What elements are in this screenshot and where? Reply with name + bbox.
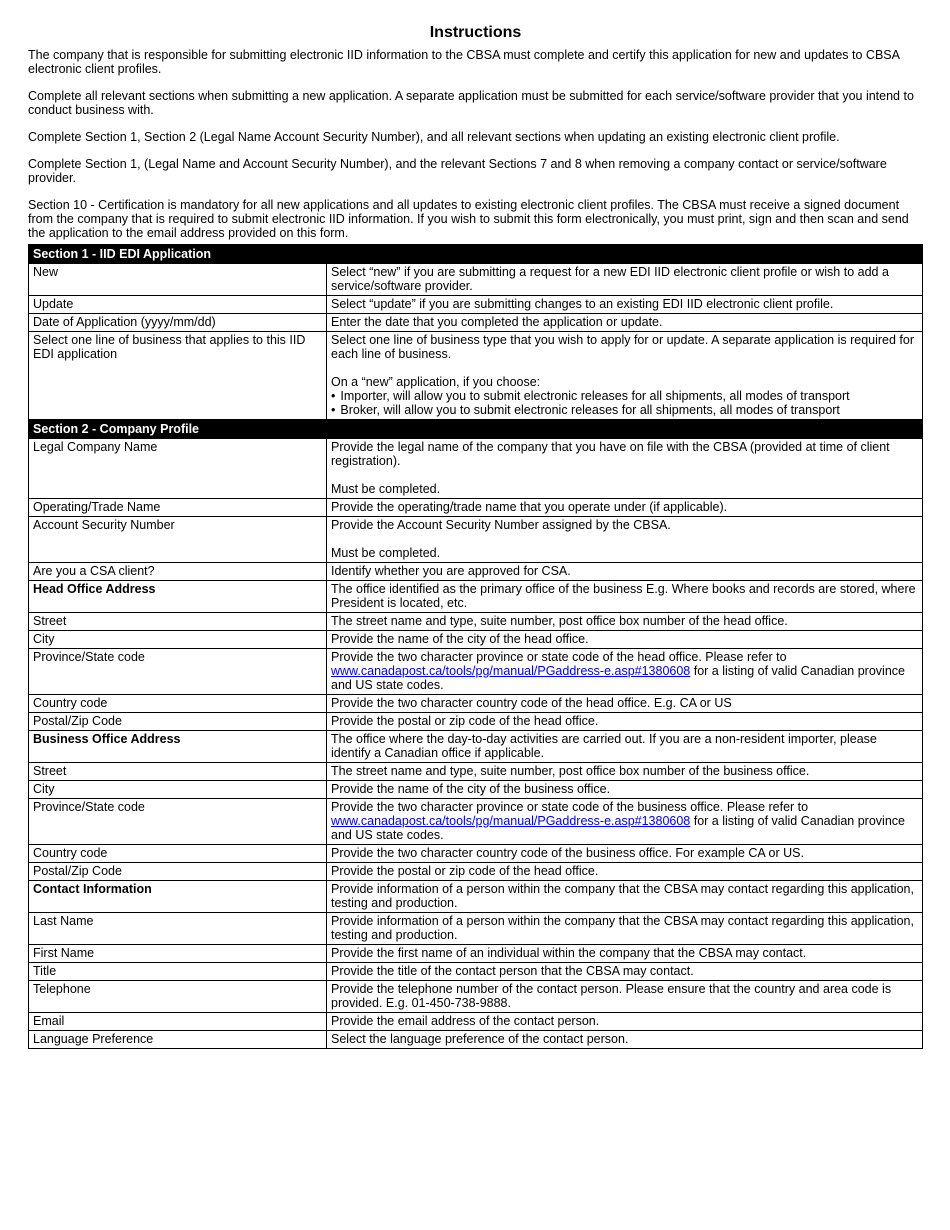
- field-description: Provide information of a person within the company that the CBSA may contact regarding this application, testing and production.: [327, 881, 923, 913]
- field-label: Select one line of business that applies to this IID EDI application: [29, 332, 327, 420]
- table-row: [29, 945, 923, 963]
- field-description: The office identified as the primary office of the business E.g. Where books and records are stored, where President is located, etc.: [327, 581, 923, 613]
- field-description: Provide the first name of an individual within the company that the CBSA may contact.: [327, 945, 923, 963]
- field-description: [327, 517, 923, 563]
- field-label: Street: [29, 763, 327, 781]
- table-row: [29, 631, 923, 649]
- field-label: Country code: [29, 845, 327, 863]
- field-label: Title: [29, 963, 327, 981]
- field-description: Select “new” if you are submitting a request for a new EDI IID electronic client profile or wish to add a service/software provider.: [327, 264, 923, 296]
- table-row: [29, 332, 923, 420]
- field-description: Provide the name of the city of the head office.: [327, 631, 923, 649]
- field-label: Province/State code: [29, 799, 327, 845]
- field-description: Provide information of a person within the company that the CBSA may contact regarding this application, testing and production.: [327, 913, 923, 945]
- table-row: [29, 799, 923, 845]
- table-row: [29, 863, 923, 881]
- table-row: [29, 695, 923, 713]
- table-row: [29, 517, 923, 563]
- instructions-table: [28, 244, 923, 1049]
- table-row: [29, 439, 923, 499]
- description-text: On a “new” application, if you choose:: [331, 375, 541, 389]
- page-title: Instructions: [429, 24, 522, 41]
- field-label: Country code: [29, 695, 327, 713]
- table-row: [29, 1013, 923, 1031]
- description-text: Provide the two character province or state code of the business office. Please refer to: [331, 800, 809, 814]
- field-group-label: Contact Information: [29, 881, 327, 913]
- table-row: [29, 913, 923, 945]
- table-row: [29, 713, 923, 731]
- table-row: [29, 763, 923, 781]
- table-row: [29, 649, 923, 695]
- description-text: Provide the Account Security Number assigned by the CBSA.: [331, 518, 671, 532]
- field-group-label: Head Office Address: [29, 581, 327, 613]
- table-row: [29, 613, 923, 631]
- table-row: [29, 314, 923, 332]
- list-item: • Broker, will allow you to submit electronic releases for all shipments, all modes of transport: [331, 403, 918, 417]
- required-note: Must be completed.: [331, 482, 441, 496]
- section-2-header-row: [29, 420, 923, 439]
- field-label: City: [29, 781, 327, 799]
- table-row: [29, 264, 923, 296]
- field-label: Telephone: [29, 981, 327, 1013]
- field-label: Postal/Zip Code: [29, 863, 327, 881]
- intro-paragraph: The company that is responsible for submitting electronic IID information to the CBSA must complete and certify this application for new and updates to CBSA electronic client profiles.: [28, 48, 900, 76]
- field-description: Select “update” if you are submitting changes to an existing EDI IID electronic client profile.: [327, 296, 923, 314]
- field-description: Provide the title of the contact person that the CBSA may contact.: [327, 963, 923, 981]
- intro-paragraph: Complete Section 1, Section 2 (Legal Name Account Security Number), and all relevant sections when updating an existing electronic client profile.: [28, 130, 840, 144]
- field-label: Email: [29, 1013, 327, 1031]
- field-label: Last Name: [29, 913, 327, 945]
- table-row: [29, 1031, 923, 1049]
- field-label: New: [29, 264, 327, 296]
- list-item: • Importer, will allow you to submit electronic releases for all shipments, all modes of transport: [331, 389, 918, 403]
- field-description: Provide the operating/trade name that you operate under (if applicable).: [327, 499, 923, 517]
- field-description: [327, 649, 923, 695]
- field-description: The street name and type, suite number, post office box number of the business office.: [327, 763, 923, 781]
- field-label: Province/State code: [29, 649, 327, 695]
- field-description: Provide the two character country code of the business office. For example CA or US.: [327, 845, 923, 863]
- description-text: Provide the legal name of the company that you have on file with the CBSA (provided at time of client registration).: [331, 440, 890, 468]
- field-description: Provide the two character country code of the head office. E.g. CA or US: [327, 695, 923, 713]
- table-row: [29, 731, 923, 763]
- field-label: Postal/Zip Code: [29, 713, 327, 731]
- table-row: [29, 563, 923, 581]
- table-row: [29, 881, 923, 913]
- field-description: [327, 439, 923, 499]
- instructions-page: [28, 24, 923, 1049]
- field-label: City: [29, 631, 327, 649]
- table-row: [29, 845, 923, 863]
- bullet-list: [331, 389, 918, 417]
- field-description: [327, 332, 923, 420]
- field-label: Legal Company Name: [29, 439, 327, 499]
- canadapost-link[interactable]: www.canadapost.ca/tools/pg/manual/PGaddress-e.asp#1380608: [331, 814, 691, 828]
- field-description: The street name and type, suite number, post office box number of the head office.: [327, 613, 923, 631]
- field-group-label: Business Office Address: [29, 731, 327, 763]
- field-description: Provide the telephone number of the contact person. Please ensure that the country and area code is provided. E.g. 01-450-738-9888.: [327, 981, 923, 1013]
- field-label: Are you a CSA client?: [29, 563, 327, 581]
- description-text: Select one line of business type that you wish to apply for or update. A separate application is required for each line of business.: [331, 333, 914, 361]
- field-label: Account Security Number: [29, 517, 327, 563]
- field-description: Provide the email address of the contact person.: [327, 1013, 923, 1031]
- field-description: The office where the day-to-day activities are carried out. If you are a non-resident importer, please identify a Canadian office if applicable.: [327, 731, 923, 763]
- intro-paragraph: Section 10 - Certification is mandatory for all new applications and all updates to existing electronic client profiles. The CBSA must receive a signed document from the company that is required to submit electronic IID information. If you wish to submit this form electronically, you must print, sign and then scan and send the application to the email address provided on this form.: [28, 198, 909, 240]
- table-row: [29, 981, 923, 1013]
- field-description: Provide the postal or zip code of the head office.: [327, 863, 923, 881]
- table-row: [29, 499, 923, 517]
- required-note: Must be completed.: [331, 546, 441, 560]
- table-row: [29, 781, 923, 799]
- table-row: [29, 963, 923, 981]
- intro-paragraph: Complete all relevant sections when submitting a new application. A separate application must be submitted for each service/software provider that you intend to conduct business with.: [28, 89, 914, 117]
- table-row: [29, 581, 923, 613]
- description-text: for a listing of valid Canadian province and US state codes.: [331, 814, 905, 842]
- description-text: Provide the two character province or state code of the head office. Please refer to: [331, 650, 787, 664]
- section-1-header: Section 1 - IID EDI Application: [29, 245, 923, 264]
- field-description: Identify whether you are approved for CSA.: [327, 563, 923, 581]
- section-2-header: Section 2 - Company Profile: [29, 420, 923, 439]
- section-1-header-row: [29, 245, 923, 264]
- field-label: Operating/Trade Name: [29, 499, 327, 517]
- field-description: Provide the name of the city of the business office.: [327, 781, 923, 799]
- field-label: Update: [29, 296, 327, 314]
- field-label: First Name: [29, 945, 327, 963]
- table-row: [29, 296, 923, 314]
- field-label: Date of Application (yyyy/mm/dd): [29, 314, 327, 332]
- field-description: [327, 799, 923, 845]
- field-label: Language Preference: [29, 1031, 327, 1049]
- field-description: Enter the date that you completed the application or update.: [327, 314, 923, 332]
- field-description: Provide the postal or zip code of the head office.: [327, 713, 923, 731]
- field-description: Select the language preference of the contact person.: [327, 1031, 923, 1049]
- field-label: Street: [29, 613, 327, 631]
- canadapost-link[interactable]: www.canadapost.ca/tools/pg/manual/PGaddress-e.asp#1380608: [331, 664, 691, 678]
- description-text: for a listing of valid Canadian province and US state codes.: [331, 664, 905, 692]
- intro-paragraph: Complete Section 1, (Legal Name and Account Security Number), and the relevant Sections 7 and 8 when removing a company contact or service/software provider.: [28, 157, 887, 185]
